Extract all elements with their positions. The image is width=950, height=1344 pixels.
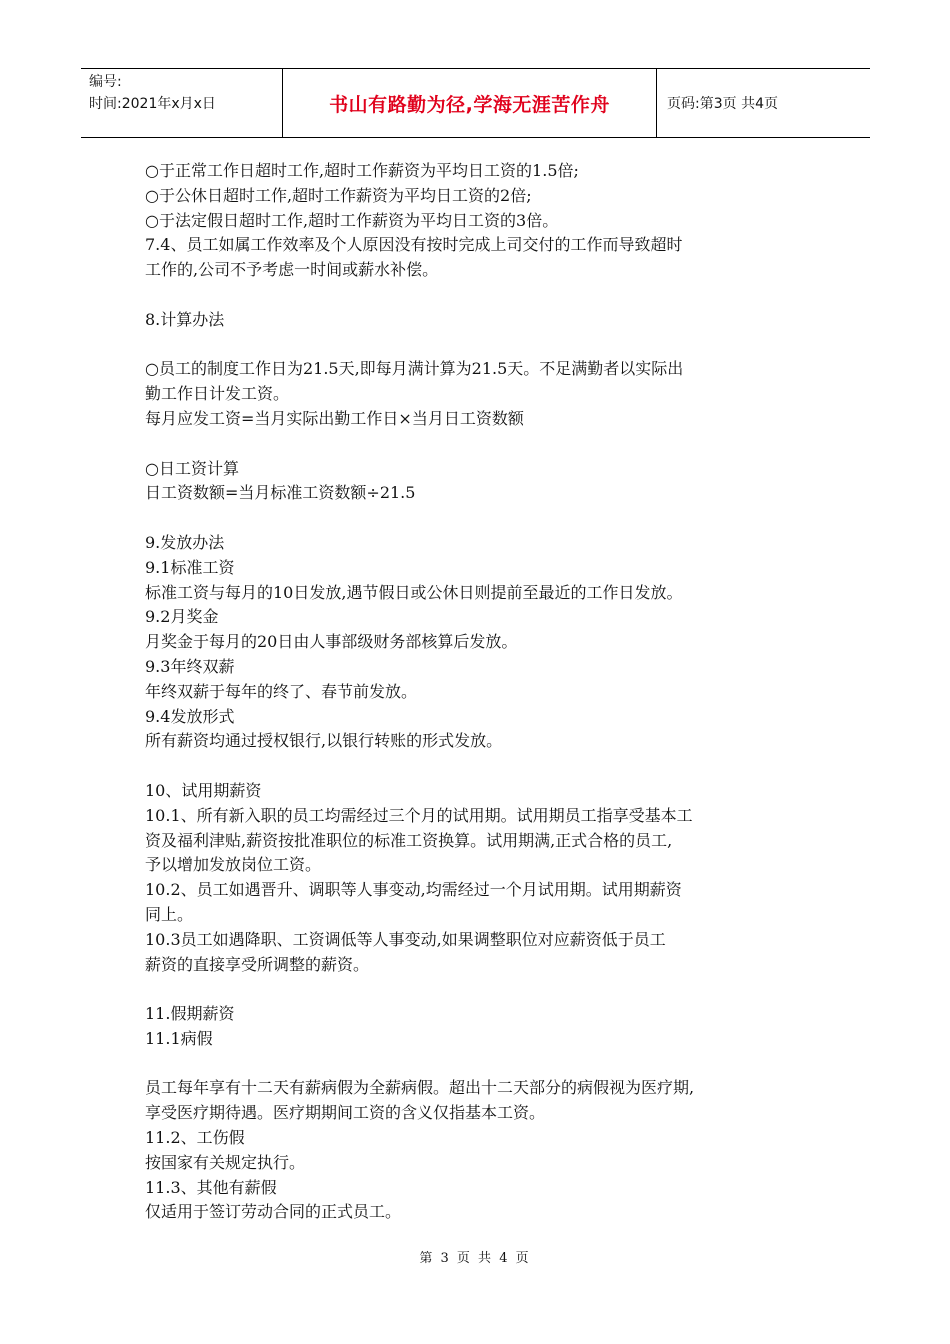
text-line: 资及福利津贴,薪资按批准职位的标准工资换算。试用期满,正式合格的员工,: [145, 830, 673, 850]
page-footer: 第 3 页 共 4 页: [419, 1251, 531, 1266]
text-line: 10、试用期薪资: [145, 780, 262, 800]
text-line: 享受医疗期待遇。医疗期期间工资的含义仅指基本工资。: [145, 1103, 546, 1123]
text-line: 10.3员工如遇降职、工资调低等人事变动,如果调整职位对应薪资低于员工: [145, 929, 666, 949]
blank-line: [145, 506, 815, 531]
text-line: 11.1病假: [145, 1028, 213, 1048]
number-label: 编号:: [89, 74, 122, 90]
text-line: 9.3年终双薪: [145, 656, 235, 676]
document-body: [145, 159, 815, 1225]
text-line: 11.假期薪资: [145, 1004, 235, 1024]
text-line: 年终双薪于每年的终了、春节前发放。: [145, 681, 418, 701]
text-line: 按国家有关规定执行。: [145, 1152, 306, 1172]
text-line: 予以增加发放岗位工资。: [145, 855, 322, 875]
text-line: 10.2、员工如遇晋升、调职等人事变动,均需经过一个月试用期。试用期薪资: [145, 880, 682, 900]
header-meta: [81, 69, 283, 137]
blank-line: [145, 333, 815, 358]
text-line: 7.4、员工如属工作效率及个人原因没有按时完成上司交付的工作而导致超时: [145, 235, 683, 255]
text-line: 月奖金于每月的20日由人事部级财务部核算后发放。: [145, 632, 518, 652]
blank-line: [145, 977, 815, 1002]
header-motto: 书山有路勤为径,学海无涯苦作舟: [283, 69, 657, 137]
text-line: ○员工的制度工作日为21.5天,即每月满计算为21.5天。不足满勤者以实际出: [145, 359, 684, 379]
text-line: ○于公休日超时工作,超时工作薪资为平均日工资的2倍;: [145, 185, 532, 205]
text-line: 9.4发放形式: [145, 706, 235, 726]
text-line: 9.1标准工资: [145, 557, 235, 577]
blank-line: [145, 1052, 815, 1077]
page-header: [81, 68, 870, 138]
text-line: 仅适用于签订劳动合同的正式员工。: [145, 1202, 402, 1222]
text-line: 9.发放办法: [145, 532, 225, 552]
text-line: 薪资的直接享受所调整的薪资。: [145, 954, 370, 974]
text-line: 10.1、所有新入职的员工均需经过三个月的试用期。试用期员工指享受基本工: [145, 805, 693, 825]
text-line: 勤工作日计发工资。: [145, 384, 290, 404]
text-line: 同上。: [145, 904, 194, 924]
text-line: 11.3、其他有薪假: [145, 1177, 277, 1197]
text-line: 每月应发工资=当月实际出勤工作日×当月日工资数额: [145, 408, 524, 428]
text-line: 日工资数额=当月标准工资数额÷21.5: [145, 483, 416, 503]
text-line: 标准工资与每月的10日发放,遇节假日或公休日则提前至最近的工作日发放。: [145, 582, 683, 602]
text-line: ○日工资计算: [145, 458, 239, 478]
time-label: 时间:2021年x月x日: [89, 96, 216, 112]
text-line: 11.2、工伤假: [145, 1128, 245, 1148]
blank-line: [145, 283, 815, 308]
text-line: 员工每年享有十二天有薪病假为全薪病假。超出十二天部分的病假视为医疗期,: [145, 1078, 695, 1098]
text-line: 8.计算办法: [145, 309, 225, 329]
text-line: 9.2月奖金: [145, 607, 219, 627]
blank-line: [145, 432, 815, 457]
header-page-label: 页码:第3页 共4页: [667, 96, 778, 112]
text-line: ○于正常工作日超时工作,超时工作薪资为平均日工资的1.5倍;: [145, 161, 579, 180]
text-line: 所有薪资均通过授权银行,以银行转账的形式发放。: [145, 731, 503, 751]
blank-line: [145, 754, 815, 779]
text-line: 工作的,公司不予考虑一时间或薪水补偿。: [145, 260, 439, 280]
text-line: ○于法定假日超时工作,超时工作薪资为平均日工资的3倍。: [145, 210, 559, 230]
